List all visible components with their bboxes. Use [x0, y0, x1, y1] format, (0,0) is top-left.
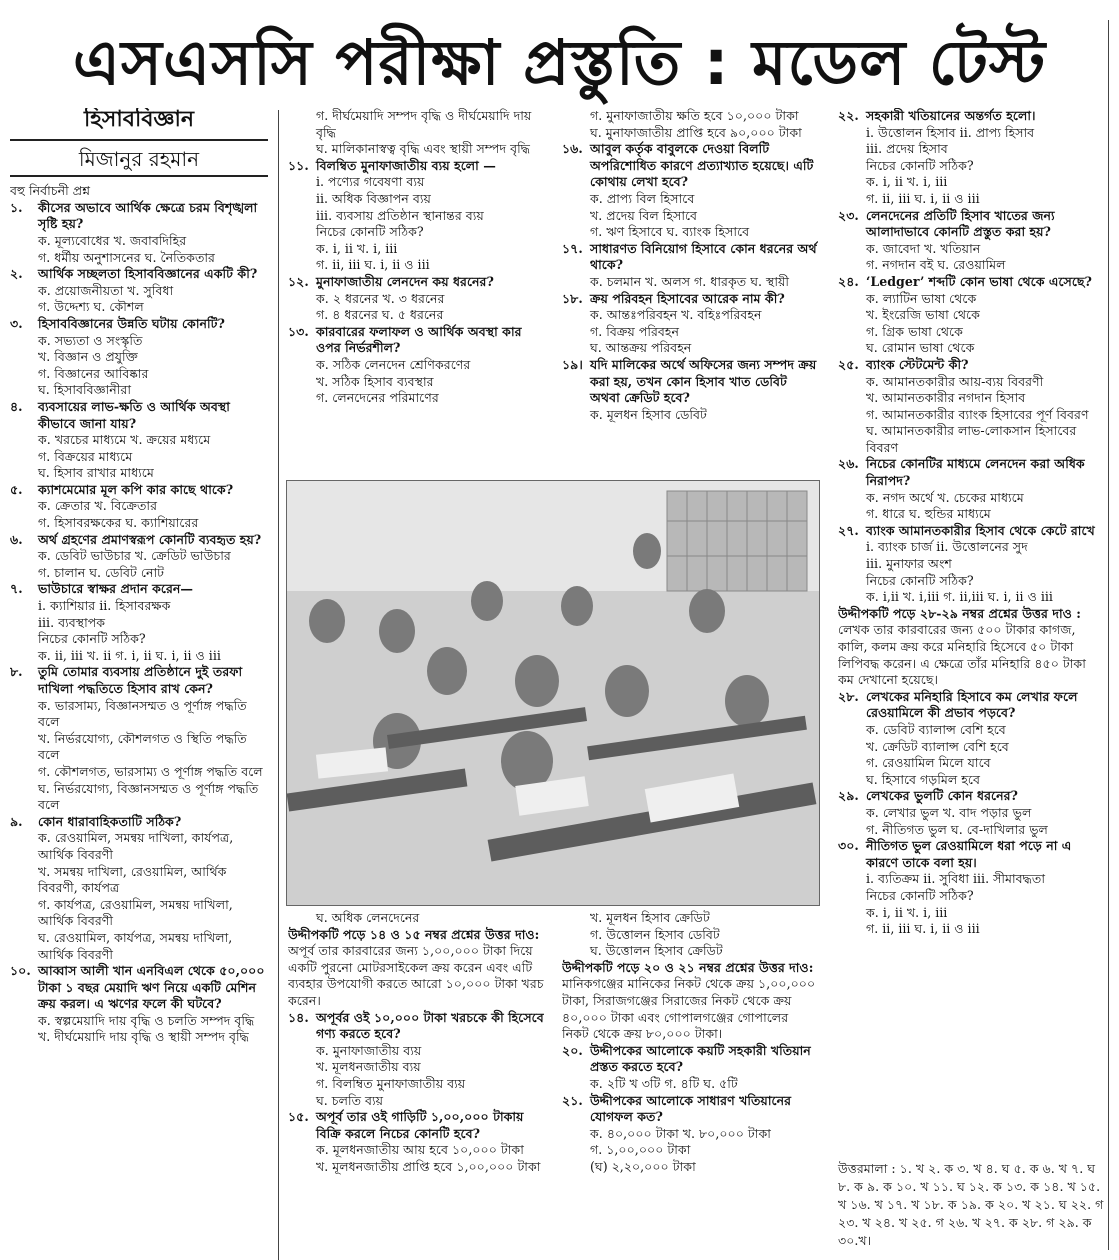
question-text: মুনাফাজাতীয় লেনদেন কয় ধরনের?: [316, 273, 494, 289]
question-stem: [838, 208, 1104, 241]
question-item: [838, 108, 1104, 208]
question-stem: [838, 108, 1104, 125]
answer-option: গ. চালান ঘ. ডেবিট নোট: [38, 564, 165, 580]
divider: [10, 175, 268, 177]
question-number: ১৬.: [562, 141, 583, 157]
question-item: [288, 1109, 544, 1175]
question-number: ১৭.: [562, 240, 583, 256]
question-stem: [562, 357, 818, 407]
question-stem: [562, 291, 818, 308]
question-stem: [10, 200, 268, 233]
answer-option: ঘ. চলতি ব্যয়: [316, 1092, 384, 1108]
passage-title: উদ্দীপকটি পড়ে ১৪ ও ১৫ নম্বর প্রশ্নের উত্তর দাও:: [288, 926, 540, 942]
question-item: [288, 158, 544, 274]
question-item: [562, 291, 818, 357]
question-stem: [562, 241, 818, 274]
answer-option: গ. উদ্দেশ্য ঘ. কৌশল: [38, 299, 144, 315]
question-stem: [838, 274, 1104, 291]
question-stem: [562, 141, 818, 191]
passage-text: লেখক তার কারবারের জন্য ৫০০ টাকার কাগজ, কালি, কলম ক্রয় করে মনিহারি হিসেবে ৫০ টাকা লিপিবদ্ধ করেন। এ ক্ষেত্রে তাঁর মনিহারি ৪৫০ টাকা কম দেখানো হয়েছে।: [838, 622, 1086, 688]
question-text: লেখকের ভুলটি কোন ধরনের?: [866, 788, 1018, 804]
question-item: [562, 1043, 818, 1093]
question-number: ১.: [10, 199, 23, 215]
answer-option: নিচের কোনটি সঠিক?: [866, 157, 974, 173]
answer-option: ক. মূলধনজাতীয় আয় হবে ১০,০০০ টাকা: [316, 1142, 524, 1158]
question-item: [10, 316, 268, 399]
answer-option: i. ব্যতিক্রম ii. সুবিধা iii. সীমাবদ্ধতা: [866, 871, 1045, 887]
answer-option: i. পণ্যের গবেষণা ব্যয়: [316, 174, 425, 190]
question-item: [838, 357, 1104, 457]
question-item: [562, 141, 818, 241]
answer-option: ক. আন্তঃপরিবহন খ. বহিঃপরিবহন: [590, 307, 762, 323]
question-stem: [838, 689, 1104, 722]
answer-option: ঘ. রেওয়ামিল, কার্যপত্র, সমন্বয় দাখিলা, আর্থিক বিবরণী: [38, 929, 233, 962]
question-item: [288, 324, 544, 407]
question-stem: [562, 1043, 818, 1076]
passage-title: উদ্দীপকটি পড়ে ২৮-২৯ নম্বর প্রশ্নের উত্তর দাও :: [838, 605, 1081, 621]
question-text: উদ্দীপকের আলোকে কয়টি সহকারী খতিয়ান প্রস্তত করতে হবে?: [590, 1042, 811, 1075]
answer-option: i. ব্যাংক চার্জ ii. উত্তোলনের সুদ: [866, 539, 1028, 555]
answer-option: ঘ. মালিকানাস্বত্ব বৃদ্ধি এবং স্থায়ী সম্পদ বৃদ্ধি: [316, 141, 530, 157]
answer-option: iii. ব্যবসায় প্রতিষ্ঠান স্থানান্তর ব্যয়: [316, 207, 484, 223]
answer-option: গ. উত্তোলন হিসাব ডেবিট: [590, 926, 720, 942]
question-number: ৫.: [10, 481, 23, 497]
answer-option: খ. ইংরেজি ভাষা থেকে: [866, 307, 980, 323]
column-divider: [278, 110, 279, 1260]
question-stem: [838, 523, 1104, 540]
answer-option: ক. রেওয়ামিল, সমন্বয় দাখিলা, কার্যপত্র, আর্থিক বিবরণী: [38, 830, 234, 862]
answer-option: ক. আমানতকারীর আয়-ব্যয় বিবরণী: [866, 373, 1044, 389]
question-stem: [10, 963, 268, 1013]
question-text: সহকারী খতিয়ানের অন্তর্গত হলো।: [866, 108, 1036, 123]
question-text: ক্রয় পরিবহন হিসাবের আরেক নাম কী?: [590, 290, 785, 306]
answer-option: নিচের কোনটি সঠিক?: [316, 224, 424, 240]
answer-option: গ. রেওয়ামিল মিলে যাবে: [866, 755, 991, 771]
answer-option: খ. আমানতকারীর নগদান হিসাব: [866, 390, 1026, 406]
question-text: বিলম্বিত মুনাফাজাতীয় ব্যয় হলো —: [316, 157, 496, 173]
answer-option: ক. চলমান খ. অলস গ. ধারকৃত ঘ. স্থায়ী: [590, 273, 790, 289]
answer-option: ক. i,ii খ. i,iii গ. ii,iii ঘ. i, ii ও iii: [866, 589, 1053, 605]
answer-option: ঘ. আন্তক্রয় পরিবহন: [590, 340, 692, 356]
answer-option: গ. ii, iii ঘ. i, ii ও iii: [316, 257, 430, 273]
question-number: ১১.: [288, 157, 309, 173]
question-number: ৯.: [10, 813, 23, 829]
question-item: [838, 788, 1104, 838]
answer-option: গ. ধর্মীয় অনুশাসনের ঘ. নৈতিকতার: [38, 249, 215, 265]
answer-option: ঘ. উত্তোলন হিসাব ক্রেডিট: [590, 943, 723, 959]
answer-option: গ. ৪ ধরনের ঘ. ৫ ধরনের: [316, 307, 444, 323]
question-stem: [288, 324, 544, 357]
question-item: [838, 523, 1104, 606]
answer-option: ii. অধিক বিজ্ঞাপন ব্যয়: [316, 190, 431, 206]
question-number: ১০.: [10, 963, 31, 979]
question-number: ২.: [10, 266, 23, 282]
column-4: [838, 108, 1104, 1153]
question-number: ২৬.: [838, 456, 859, 472]
answer-option: ক. ২টি খ ৩টি গ. ৪টি ঘ. ৫টি: [590, 1075, 738, 1091]
answer-option: গ. আমানতকারীর ব্যাংক হিসাবের পূর্ণ বিবরণ: [866, 406, 1089, 422]
classroom-image: [287, 481, 819, 905]
passage-text: মানিকগঞ্জের মানিকের নিকট থেকে ক্রয় ১,০০,০০০ টাকা, সিরাজগঞ্জের সিরাজের নিকট থেকে ক্রয় ৪০,০০০ টাকা এবং গোপালগঞ্জের গোপালের নিকট থেকে ক্রয় ৮০,০০০ টাকা।: [562, 976, 816, 1042]
page-headline: এসএসসি পরীক্ষা প্রস্তুতি : মডেল টেস্ট: [72, 26, 1047, 99]
answer-option: গ. বিজ্ঞানের আবিষ্কার: [38, 365, 149, 381]
answer-option: ঘ. হিসাব রাখার মাধ্যমে: [38, 465, 154, 481]
question-text: যদি মালিকের অর্থে অফিসের জন্য সম্পদ ক্রয় করা হয়, তখন কোন হিসাব খাত ডেবিট অথবা ক্রেডিট হবে?: [590, 356, 817, 406]
answer-option: ক. ভারসাম্য, বিজ্ঞানসম্মত ও পূর্ণাঙ্গ পদ্ধতি বলে: [38, 697, 247, 730]
column-3-top: [562, 108, 818, 476]
question-text: কারবারের ফলাফল ও আর্থিক অবস্থা কার ওপর নির্ভরশীল?: [316, 323, 522, 356]
question-text: ব্যাংক স্টেটমেন্ট কী?: [866, 356, 969, 372]
answer-option: ক. মূলধন হিসাব ডেবিট: [590, 406, 707, 422]
question-item: [838, 456, 1104, 522]
question-text: ক্যাশমেমোর মূল কপি কার কাছে থাকে?: [38, 481, 234, 497]
answer-option: ঘ. মুনাফাজাতীয় প্রাপ্তি হবে ৯০,০০০ টাকা: [590, 124, 802, 140]
answer-option: ক. ক্রেতার খ. বিক্রেতার: [38, 498, 157, 514]
question-number: ২৫.: [838, 356, 859, 372]
question-item: [838, 274, 1104, 357]
question-text: আব্বাস আলী খান এনবিএল থেকে ৫০,০০০ টাকা ১ বছর মেয়াদি ঋণ নিয়ে একটি মেশিন ক্রয় করল। এ ঋণের ফলে কী ঘটবে?: [38, 963, 265, 1012]
question-item: [838, 838, 1104, 938]
answer-option: ক. সঠিক লেনদেন শ্রেণিকরণের: [316, 356, 471, 372]
question-stem: [562, 1093, 818, 1126]
question-number: ২১.: [562, 1092, 583, 1108]
answer-option: গ. ধারে ঘ. হুন্ডির মাধ্যমে: [866, 506, 991, 522]
question-item: [562, 241, 818, 291]
answer-option: ঘ. আমানতকারীর লাভ-লোকসান হিসাবের বিবরণ: [866, 423, 1077, 455]
answer-option: ক. প্রাপ্য বিল হিসাবে: [590, 190, 695, 206]
question-item: [10, 266, 268, 316]
question-text: হিসাববিজ্ঞানের উন্নতি ঘটায় কোনটি?: [38, 315, 225, 331]
question-stem: [288, 158, 544, 175]
passage-text: অপূর্ব তার কারবারের জন্য ১,০০,০০০ টাকা দিয়ে একটি পুরনো মোটরসাইকেল ক্রয় করেন এবং এটি ব্যবহার উপযোগী করতে আরো ১০,০০০ টাকা খরচ করেন।: [288, 943, 544, 1008]
answer-option: খ. মূলধনজাতীয় ব্যয়: [316, 1059, 421, 1075]
question-text: অপূর্ব তার ওই গাড়িটি ১,০০,০০০ টাকায় বিক্রি করলে নিচের কোনটি হবে?: [316, 1109, 524, 1141]
answer-option: ক. মূল্যবোধের খ. জবাবদিহির: [38, 232, 187, 248]
column-1: [10, 108, 268, 1258]
answer-option: ঘ. হিসাবে গড়মিল হবে: [866, 771, 980, 787]
column-2-top: [288, 108, 544, 476]
question-number: ৩.: [10, 315, 23, 331]
answer-option: গ. নীতিগত ভুল ঘ. বে-দাখিলার ভুল: [866, 821, 1048, 837]
answer-option: নিচের কোনটি সঠিক?: [38, 631, 146, 647]
answer-option: ক. স্বল্পমেয়াদি দায় বৃদ্ধি ও চলতি সম্পদ বৃদ্ধি: [38, 1012, 255, 1028]
question-item: [288, 1010, 544, 1110]
question-text: ভাউচারে স্বাক্ষর প্রদান করেন—: [38, 581, 193, 597]
question-item: [10, 814, 268, 963]
question-stem: [288, 274, 544, 291]
question-number: ২৭.: [838, 522, 859, 538]
answer-option: খ. নির্ভরযোগ্য, কৌশলগত ও স্থিতি পদ্ধতি বলে: [38, 730, 247, 763]
question-stem: [10, 316, 268, 333]
question-item: [10, 482, 268, 532]
answer-option: খ. মূলধনজাতীয় প্রাপ্তি হবে ১,০০,০০০ টাকা: [316, 1158, 541, 1174]
answer-option: গ. দীর্ঘমেয়াদি সম্পদ বৃদ্ধি ও দীর্ঘমেয়াদি দায় বৃদ্ধি: [316, 108, 532, 140]
question-number: ২৮.: [838, 688, 859, 704]
question-text: লেখকের মনিহারি হিসাবে কম লেখার ফলে রেওয়ামিলে কী প্রভাব পড়বে?: [866, 688, 1078, 721]
answer-option: ঘ. রোমান ভাষা থেকে: [866, 340, 975, 356]
question-number: ৩০.: [838, 838, 859, 854]
answer-option: ক. i, ii খ. i, iii: [866, 174, 948, 190]
answer-option: খ. সমন্বয় দাখিলা, রেওয়ামিল, আর্থিক বিবরণী, কার্যপত্র: [38, 863, 227, 896]
question-stem: [10, 399, 268, 432]
question-number: ২০.: [562, 1042, 583, 1058]
answer-option: iii. প্রদেয় হিসাব: [866, 141, 948, 157]
question-item: [10, 399, 268, 482]
answer-option: গ. কার্যপত্র, রেওয়ামিল, সমন্বয় দাখিলা, আর্থিক বিবরণী: [38, 896, 233, 929]
question-item: [288, 274, 544, 324]
question-number: ১৮.: [562, 290, 583, 306]
question-text: সাধারণত বিনিয়োগ হিসাবে কোন ধরনের অর্থ থাকে?: [590, 240, 817, 273]
answer-option: গ. কৌশলগত, ভারসাম্য ও পূর্ণাঙ্গ পদ্ধতি বলে: [38, 763, 263, 779]
question-list: [10, 200, 268, 1046]
answer-option: ক. i, ii খ. i, iii: [316, 240, 398, 256]
answer-option: ক. জাবেদা খ. খতিয়ান: [866, 240, 981, 256]
question-item: [10, 963, 268, 1046]
question-stem: [838, 788, 1104, 805]
answer-option: ক. ল্যাটিন ভাষা থেকে: [866, 290, 977, 306]
answer-option: ক. লেখার ভুল খ. বাদ পড়ার ভুল: [866, 804, 1032, 820]
question-text: কোন ধারাবাহিকতাটি সঠিক?: [38, 813, 182, 829]
question-text: ‘Ledger’ শব্দটি কোন ভাষা থেকে এসেছে?: [866, 273, 1092, 289]
question-text: নীতিগত ভুল রেওয়ামিলে ধরা পড়ে না এ কারণে তাকে বলা হয়।: [866, 838, 1072, 870]
question-item: [838, 208, 1104, 274]
column-divider: [1108, 20, 1109, 1250]
answer-option: (ঘ) ২,২০,০০০ টাকা: [590, 1158, 696, 1174]
question-item: [838, 689, 1104, 789]
passage-title: উদ্দীপকটি পড়ে ২০ ও ২১ নম্বর প্রশ্নের উত্তর দাও:: [562, 959, 814, 975]
question-item: [10, 664, 268, 813]
answer-option: গ. ১,০০,০০০ টাকা: [590, 1142, 691, 1158]
answer-option: গ. ঋণ হিসাবে ঘ. ব্যাংক হিসাবে: [590, 224, 750, 240]
question-stem: [10, 581, 268, 598]
question-text: ব্যাংক আমানতকারীর হিসাব থেকে কেটে রাখে: [866, 522, 1095, 538]
question-number: ২৪.: [838, 273, 859, 289]
exam-hall-photo: [286, 480, 820, 906]
answer-option: গ. গ্রিক ভাষা থেকে: [866, 323, 963, 339]
answer-option: ক. মুনাফাজাতীয় ব্যয়: [316, 1042, 422, 1058]
question-number: ২৩.: [838, 207, 859, 223]
answer-option: গ. নগদান বই ঘ. রেওয়ামিল: [866, 257, 1006, 273]
author-name: মিজানুর রহমান: [78, 146, 200, 171]
question-text: উদ্দীপকের আলোকে সাধারণ খতিয়ানের যোগফল কত?: [590, 1092, 792, 1125]
answer-option: গ. বিক্রয় পরিবহন: [590, 323, 680, 339]
answer-option: নিচের কোনটি সঠিক?: [866, 887, 974, 903]
answer-option: গ. ii, iii ঘ. i, ii ও iii: [866, 190, 980, 206]
question-stem: [10, 482, 268, 499]
answer-option: ক. ৪০,০০০ টাকা খ. ৮০,০০০ টাকা: [590, 1125, 771, 1141]
question-number: ১৪.: [288, 1009, 309, 1025]
question-item: [562, 357, 818, 423]
question-text: আর্থিক সচ্ছলতা হিসাববিজ্ঞানের একটি কী?: [38, 266, 258, 282]
question-number: ২২.: [838, 108, 859, 123]
column-2-bottom: [288, 910, 544, 1255]
answer-option: ক. নগদ অর্থে খ. চেকের মাধ্যমে: [866, 489, 1024, 505]
answer-option: ক. i, ii খ. i, iii: [866, 904, 948, 920]
question-number: ১৩.: [288, 323, 309, 339]
answer-option: খ. দীর্ঘমেয়াদি দায় বৃদ্ধি ও স্থায়ী সম্পদ বৃদ্ধি: [38, 1029, 249, 1045]
answer-option: i. উত্তোলন হিসাব ii. প্রাপ্য হিসাব: [866, 124, 1035, 140]
answer-option: গ. লেনদেনের পরিমাণের: [316, 390, 439, 406]
answer-option: খ. মূলধন হিসাব ক্রেডিট: [590, 910, 710, 925]
answer-option: ক. ডেবিট ব্যালান্স বেশি হবে: [866, 721, 1006, 737]
answer-option: ঘ. হিসাববিজ্ঞানীরা: [38, 382, 132, 398]
answer-option: গ. ii, iii ঘ. i, ii ও iii: [866, 921, 980, 937]
question-stem: [838, 838, 1104, 871]
question-item: [10, 200, 268, 266]
answer-key: উত্তরমালা : ১. খ ২. ক ৩. খ ৪. ঘ ৫. ক ৬. খ ৭. ঘ ৮. ক ৯. ক ১০. খ ১১. ঘ ১২. ক ১৩. ক ১৪. খ ১৫. খ ১৬. খ ১৭. খ ১৮. ক ১৯. ক ২০. খ ২১. ঘ ২২. গ ২৩. খ ২৪. খ ২৫. গ ২৬. খ ২৭. ক ২৮. গ ২৯. ক ৩০.খ।: [838, 1161, 1104, 1248]
answer-option: গ. হিসাবরক্ষকের ঘ. ক্যাশিয়ারের: [38, 515, 199, 531]
question-stem: [288, 1109, 544, 1142]
answer-option: ক. ii, iii খ. ii গ. i, ii ঘ. i, ii ও iii: [38, 647, 221, 663]
question-stem: [10, 814, 268, 831]
question-stem: [838, 357, 1104, 374]
answer-option: ক. প্রয়োজনীয়তা খ. সুবিধা: [38, 282, 174, 298]
question-number: ৬.: [10, 531, 23, 547]
answer-option: খ. প্রদেয় বিল হিসাবে: [590, 207, 698, 223]
answer-option: i. ক্যাশিয়ার ii. হিসাবরক্ষক: [38, 598, 171, 614]
question-number: ১৫.: [288, 1109, 309, 1125]
question-text: কীসের অভাবে আর্থিক ক্ষেত্রে চরম বিশৃঙ্খলা সৃষ্টি হয়?: [38, 199, 258, 232]
question-text: লেনদেনের প্রতিটি হিসাব খাতের জন্য আলাদাভাবে কোনটি প্রস্তুত করা হয়?: [866, 207, 1055, 240]
answer-option: ক. ২ ধরনের খ. ৩ ধরনের: [316, 290, 445, 306]
answer-option: গ. বিলম্বিত মুনাফাজাতীয় ব্যয়: [316, 1075, 466, 1091]
answer-option: খ. সঠিক হিসাব ব্যবস্থার: [316, 373, 434, 389]
question-item: [10, 581, 268, 664]
answer-option: গ. মুনাফাজাতীয় ক্ষতি হবে ১০,০০০ টাকা: [590, 108, 799, 123]
question-text: অর্থ গ্রহণের প্রমাণস্বরূপ কোনটি ব্যবহৃত হয়?: [38, 531, 262, 547]
question-number: ১২.: [288, 273, 309, 289]
answer-option: খ. বিজ্ঞান ও প্রযুক্তি: [38, 349, 138, 365]
answer-option: ক. ডেবিট ভাউচার খ. ক্রেডিট ভাউচার: [38, 548, 231, 564]
question-item: [562, 1093, 818, 1176]
section-label: বহু নির্বাচনী প্রশ্ন: [10, 183, 91, 199]
question-stem: [10, 266, 268, 283]
question-number: ৪.: [10, 398, 23, 414]
question-stem: [288, 1010, 544, 1043]
answer-option: গ. বিক্রয়ের মাধ্যমে: [38, 448, 133, 464]
question-text: নিচের কোনটির মাধ্যমে লেনদেন করা অধিক নিরাপদ?: [866, 456, 1085, 489]
answer-option: খ. ক্রেডিট ব্যালান্স বেশি হবে: [866, 738, 1009, 754]
answer-option: iii. ব্যবস্থাপক: [38, 614, 106, 630]
question-number: ৮.: [10, 664, 23, 680]
question-text: আবুল কর্তৃক বাবুলকে দেওয়া বিলটি অপরিশোধিত কারণে প্রত্যাখ্যাত হয়েছে। এটি কোথায় লেখা হবে?: [590, 141, 814, 190]
subject-title: হিসাববিজ্ঞান: [83, 108, 195, 132]
answer-option: ঘ. অধিক লেনদেনের: [316, 910, 420, 925]
question-stem: [10, 664, 268, 697]
question-text: তুমি তোমার ব্যবসায় প্রতিষ্ঠানে দুই তরফা দাখিলা পদ্ধতিতে হিসাব রাখ কেন?: [38, 664, 243, 696]
question-number: ১৯।: [562, 356, 583, 372]
question-stem: [838, 456, 1104, 489]
column-3-bottom: [562, 910, 818, 1255]
question-text: অপূর্বর ওই ১০,০০০ টাকা খরচকে কী হিসেবে গণ্য করতে হবে?: [316, 1009, 544, 1042]
question-item: [10, 532, 268, 582]
answer-option: ক. সভ্যতা ও সংস্কৃতি: [38, 332, 143, 348]
answer-option: ক. খরচের মাধ্যমে খ. ক্রয়ের মধ্যমে: [38, 432, 211, 448]
question-number: ২৯.: [838, 788, 859, 804]
divider: [10, 139, 268, 141]
answer-option: নিচের কোনটি সঠিক?: [866, 572, 974, 588]
answer-option: iii. মুনাফার অংশ: [866, 556, 952, 572]
answer-option: ঘ. নির্ভরযোগ্য, বিজ্ঞানসম্মত ও পূর্ণাঙ্গ পদ্ধতি বলে: [38, 780, 259, 813]
question-text: ব্যবসায়ের লাভ-ক্ষতি ও আর্থিক অবস্থা কীভাবে জানা যায়?: [38, 398, 230, 431]
question-stem: [10, 532, 268, 549]
question-number: ৭.: [10, 581, 23, 597]
